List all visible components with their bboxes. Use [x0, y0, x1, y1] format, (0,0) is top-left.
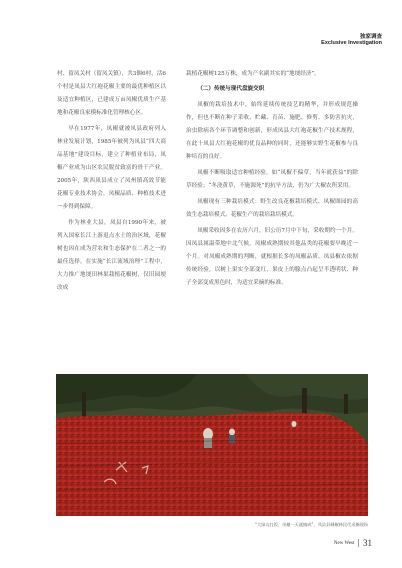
right-paragraph-2: 凤椒的栽培技术中，始终延续传统技艺的精华，并形成规范操作，但也不断在种子采收、贮藏、育苗、施肥、修剪、多防害抗灾，治虫除病各个环节调整和创新，形成凤县大红袍花椒生产技术规程，在此十凤县大红袍花椒的优良品种的同时，还能够实野生花椒参与良种培育的良好。 — [186, 102, 358, 160]
left-paragraph-3: 作为林业大县，凤县自1990年来，被列入国家长江上游退点水土的治区域，花椒树也因在成为营农和生态保护在二者之一的最佳选择。在实施“长江流域治理”工程中，大力推广地埂田林果栽植花椒树，仅旧园埂改成 — [57, 220, 166, 291]
right-paragraph-3: 凤椒不断吸取适宜种植经验，如“凤椒不偏草，当年就获益”的除草经验；“冬浇黄草，不施源死”的抗旱方法，仍为广大椒农所采用。 — [186, 170, 358, 189]
section-title-cn: 独家调查 — [359, 34, 382, 40]
right-column — [186, 68, 358, 290]
right-paragraph-5: 凤椒采收因多在农历六月，旧公历7月中下旬，采收期约一个月。因凤县属温带地中北气候，凤椒成熟期较其他品类的花椒要早晚近一个月。对凤椒成熟期的判断，就根据长多的凤椒品质。凤县椒农依据传统经验，以树上果实全部变红、果皮上的腺点凸起呈半透明状、种子全部变成黑色时，为适宜采摘的标准。 — [186, 228, 358, 286]
pepper-drying-photo — [56, 374, 368, 516]
page-footer — [334, 538, 372, 548]
section-header — [321, 34, 382, 47]
section-subheading: （二）传统与现代盘旋交织 — [197, 86, 265, 92]
left-paragraph-1: 村、留凤关村（留凤关镇），共3個6村，活6个村是凤县大红袍花椒主要的最优种植区以及适宜种植区，已建成万亩凤椒优质生产基地和花椒良家模标准化管理核心区。 — [57, 71, 166, 116]
right-paragraph-1: 栽植花椒树125万株，成为产名副其实的“地埂经济”。 — [186, 71, 320, 77]
photo-caption: “大绿丸打饭、凤椒一天就摘成”，凤县县城椒林民代采摘现场 — [254, 522, 368, 527]
footer-divider — [358, 539, 359, 547]
section-title-en: Exclusive Investigation — [321, 40, 382, 47]
left-column — [57, 68, 166, 295]
right-paragraph-4: 凤椒现有三种栽培模式：野生改良花椒栽培模式、凤椒图园的高效生态栽培模式、花椒生产的栽培栽培模式。 — [186, 199, 358, 218]
left-paragraph-2: 早在1977年，凤椒就被凤县政府列入林业发展计划，1985年被列为凤县“四大商品基地”建设目标，建立了种植业布局，凤椒产业成为山区农民脱贫致富的骨干产业。2005年，陕西凤县成立了凤州镇高效节能花椒专业技术协会，凤椒品质、种植技术进一步得到保障。 — [57, 126, 166, 210]
page-number: 31 — [363, 538, 372, 548]
magazine-brand: New West — [333, 541, 355, 547]
